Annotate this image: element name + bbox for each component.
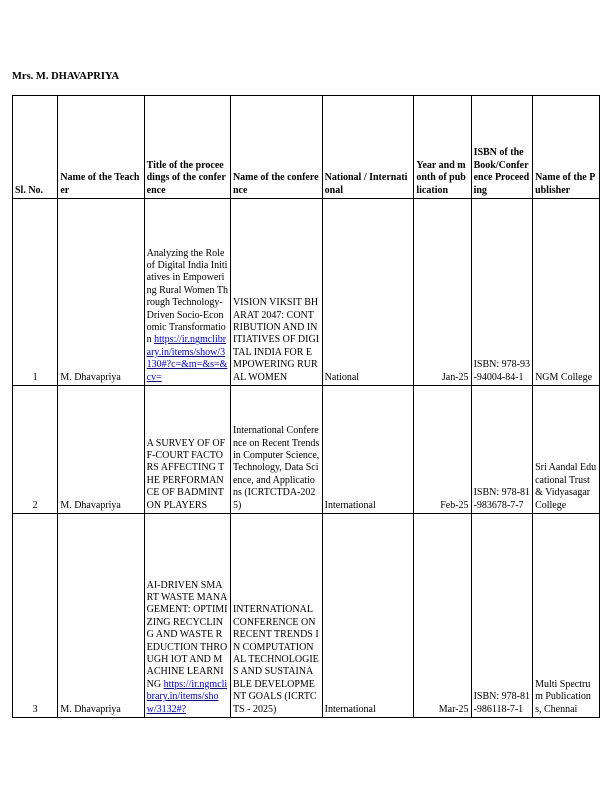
conference-cell: International Conference on Recent Trends in Computer Science, Technology, Data Science, and Applications (ICRTCTDA-2025) <box>230 386 322 514</box>
table-row <box>13 386 600 514</box>
proceedings-table <box>12 95 600 718</box>
isbn-cell: ISBN: 978-93-94004-84-1 <box>471 199 533 386</box>
publisher-cell: Sri Aandal Educational Trust & Vidyasagar College <box>533 386 600 514</box>
table-row <box>13 199 600 386</box>
publisher-cell: Multi Spectrum Publications, Chennai <box>533 514 600 718</box>
teacher-cell: M. Dhavapriya <box>58 514 144 718</box>
year-cell: Mar-25 <box>414 514 471 718</box>
title-text: Analyzing the Role of Digital India Initiatives in Empowering Rural Women Through Technology-Driven Socio-Economic Transformation <box>146 247 228 346</box>
header-isbn: ISBN of the Book/Conference Proceeding <box>471 96 533 199</box>
header-title: Title of the proceedings of the conference <box>144 96 230 199</box>
isbn-cell: ISBN: 978-81-986118-7-1 <box>471 514 533 718</box>
header-sl-no: Sl. No. <box>13 96 58 199</box>
publisher-cell: NGM College <box>533 199 600 386</box>
sl-no-cell: 1 <box>13 199 58 386</box>
teacher-cell: M. Dhavapriya <box>58 386 144 514</box>
conference-cell: INTERNATIONAL CONFERENCE ON RECENT TRENDS IN COMPUTATIONAL TECHNOLOGIES AND SUSTAINABLE DEVELOPMENT GOALS (ICRTCTS - 2025) <box>230 514 322 718</box>
national-cell: National <box>322 199 414 386</box>
year-cell: Jan-25 <box>414 199 471 386</box>
header-conference: Name of the conference <box>230 96 322 199</box>
year-cell: Feb-25 <box>414 386 471 514</box>
national-cell: International <box>322 386 414 514</box>
title-cell <box>144 199 230 386</box>
teacher-heading: Mrs. M. DHAVAPRIYA <box>12 71 120 82</box>
teacher-cell: M. Dhavapriya <box>58 199 144 386</box>
title-cell <box>144 386 230 514</box>
title-text: AI-DRIVEN SMART WASTE MANAGEMENT: OPTIMIZING RECYCLING AND WASTE REDUCTION THROUGH IOT AND MACHINE LEARNING <box>146 579 228 690</box>
title-link[interactable]: https://ir.ngmclibrary.in/items/show/3130#?c=&m=&s=&cv= <box>146 334 228 383</box>
header-national: National / International <box>322 96 414 199</box>
national-cell: International <box>322 514 414 718</box>
sl-no-cell: 3 <box>13 514 58 718</box>
table-row <box>13 514 600 718</box>
header-publisher: Name of the Publisher <box>533 96 600 199</box>
isbn-cell: ISBN: 978-81-983678-7-7 <box>471 386 533 514</box>
title-cell <box>144 514 230 718</box>
header-teacher: Name of the Teacher <box>58 96 144 199</box>
title-link[interactable]: https://ir.ngmclibrary.in/items/show/3132#? <box>146 678 228 715</box>
header-year: Year and month of publication <box>414 96 471 199</box>
title-text: A SURVEY OF OFF-COURT FACTORS AFFECTING THE PERFORMANCE OF BADMINTON PLAYERS <box>146 437 226 511</box>
conference-cell: VISION VIKSIT BHARAT 2047: CONTRIBUTION AND INITIATIVES OF DIGITAL INDIA FOR EMPOWERING RURAL WOMEN <box>230 199 322 386</box>
header-row <box>13 96 600 199</box>
sl-no-cell: 2 <box>13 386 58 514</box>
